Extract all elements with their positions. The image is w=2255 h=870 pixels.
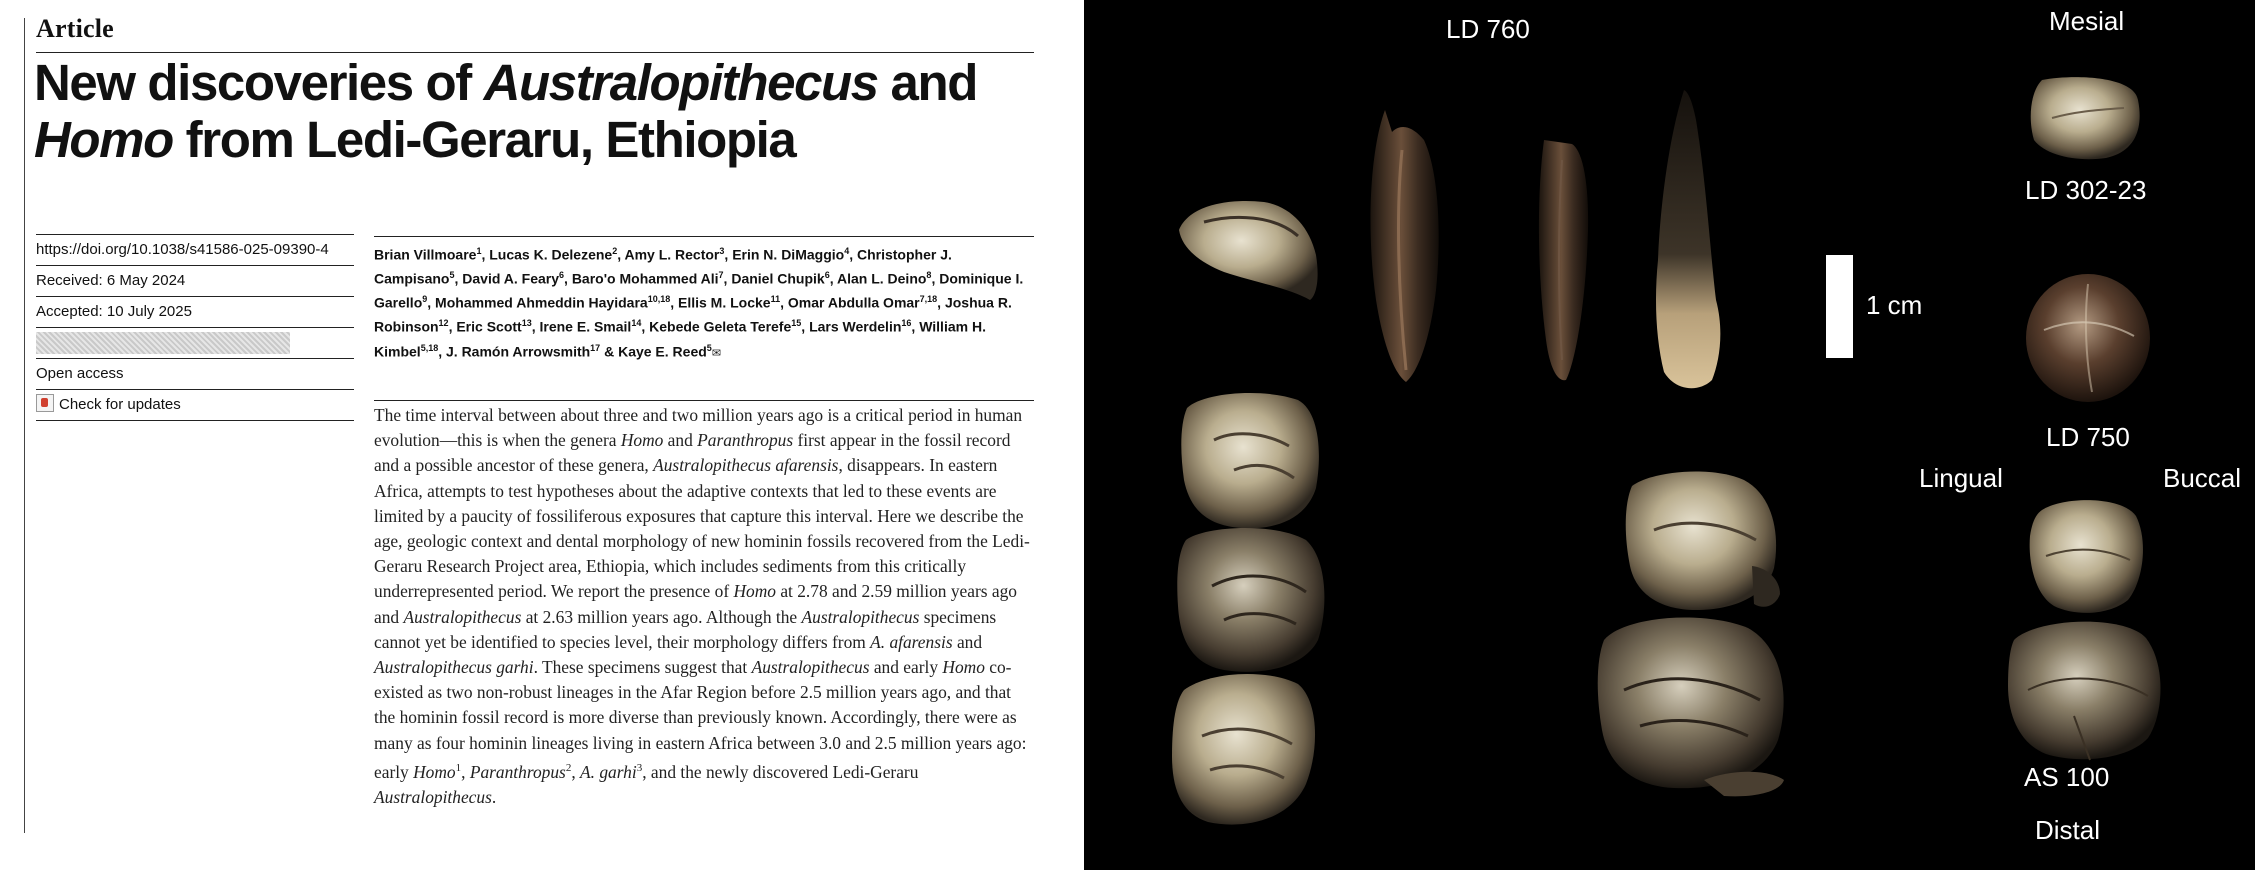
check-for-updates-link[interactable] <box>36 389 354 421</box>
abstract-run: A. garhi <box>580 761 637 782</box>
accepted-date: Accepted: 10 July 2025 <box>36 296 354 327</box>
abstract-run: specimens cannot yet be identified to species level, their morphology differs from <box>374 606 997 652</box>
abstract-run: and <box>952 631 983 652</box>
author-affiliation: 1 <box>476 246 482 256</box>
author-affiliation: 11 <box>770 294 781 305</box>
abstract-run: 2 <box>565 761 572 774</box>
ld760-crown-fragment <box>1179 201 1318 300</box>
author-affiliation: 6 <box>824 270 830 281</box>
author-name: Amy L. Rector <box>624 246 720 263</box>
author-name: Kaye E. Reed <box>618 343 707 360</box>
margin-rule <box>24 18 25 833</box>
article-metadata <box>36 234 354 421</box>
ld760-premolar-root <box>1370 110 1438 382</box>
redacted-block <box>36 332 290 354</box>
label-ld750: LD 750 <box>2046 422 2130 452</box>
open-access-label: Open access <box>36 358 354 389</box>
abstract-run: , <box>461 761 470 782</box>
author-name: Omar Abdulla Omar <box>787 294 920 311</box>
author-name: Irene E. Smail <box>539 319 632 336</box>
author-name: Alan L. Deino <box>836 270 927 287</box>
label-ld760: LD 760 <box>1446 14 1530 44</box>
author-name: Eric Scott <box>456 319 522 336</box>
author-name: Christopher J. Campisano <box>374 246 952 287</box>
author-name: Ellis M. Locke <box>678 294 771 311</box>
author-name: Daniel Chupik <box>731 270 825 287</box>
author-affiliation: 9 <box>422 294 428 305</box>
abstract-run: Homo <box>942 657 985 678</box>
abstract-run: Australopithecus garhi <box>374 657 534 678</box>
author-name: Kebede Geleta Terefe <box>649 319 792 336</box>
abstract-run: at 2.78 and 2.59 million years ago and <box>374 581 1017 627</box>
abstract-run: Australopithecus <box>403 606 522 627</box>
author-name: Lucas K. Delezene <box>489 246 613 263</box>
ld750-tooth <box>2026 274 2150 402</box>
author-name: Joshua R. Robinson <box>374 294 1012 336</box>
email-icon[interactable]: ✉ <box>711 347 722 360</box>
abstract-run: A. afarensis <box>870 631 953 652</box>
abstract-run: 1 <box>455 761 462 774</box>
abstract-run: Homo <box>413 761 456 782</box>
author-list: Brian Villmoare$^1$, Lucas K. Delezene$^2$, Amy L. Rector$^3$, Erin N. DiMaggio$^4$, Christopher J. Campisano$^5$, David A. Feary$^6$, Baro'o Mohammed Ali$^7$, Daniel Chupik$^6$, Alan L. Deino$^8$, Dominique I. Garello$^9$, Mohammed Ahmeddin Hayidara$^{10,18}$, Ellis M. Locke$^{11}$, Omar Abdulla Omar$^{7,18}$, Joshua R. Robinson$^{12}$, Eric Scott$^{13}$, Irene E. Smail$^{14}$, Kebede Geleta Terefe$^{15}$, Lars Werdelin$^{16}$, William H. Kimbel$^{5,18}$, J. Ramón Arrowsmith$^{17}$ & Kaye E. Reed$^5$✉ <box>374 246 1024 360</box>
author-affiliation: 17 <box>590 342 601 353</box>
abstract-run: 3 <box>636 761 643 774</box>
author-affiliation: 5,18 <box>420 342 439 353</box>
abstract-run: Australopithecus afarensis <box>653 455 839 476</box>
abstract-text <box>374 403 1036 810</box>
scale-bar <box>1826 255 1853 358</box>
author-affiliation: 5 <box>706 342 712 353</box>
authors-rule <box>374 236 1034 237</box>
author-affiliation: 13 <box>521 318 532 329</box>
abstract-run: Homo <box>733 581 776 602</box>
author-name: Erin N. DiMaggio <box>732 246 845 263</box>
author-affiliation: 10,18 <box>647 294 671 305</box>
author-affiliation: 5 <box>449 270 455 281</box>
article-type-label: Article <box>36 14 114 43</box>
received-date: Received: 6 May 2024 <box>36 265 354 296</box>
author-affiliation: 2 <box>612 246 618 256</box>
redacted-field <box>36 327 354 358</box>
article-page <box>0 0 1084 870</box>
check-for-updates-label: Check for updates <box>59 396 181 413</box>
abstract-run: Homo <box>620 430 664 451</box>
ld760-canine <box>1656 90 1720 388</box>
author-affiliation: 3 <box>719 246 725 256</box>
abstract-run: at 2.63 million years ago. Although the <box>521 606 802 627</box>
abstract-run: , disappears. In eastern Africa, attempts to test hypotheses about the adaptive contexts that led to these events are limited by a paucity of fossiliferous exposures that capture this interval. Here we describe the age, geologic context and dental morphology of new hominin fossils recovered from the Ledi-Geraru Research Project area, Ethiopia, which includes sediments from this critically underrepresented period. We report the presence of <box>374 455 1030 602</box>
abstract-run: and early <box>869 657 943 678</box>
check-updates-icon <box>36 394 54 412</box>
author-name: David A. Feary <box>462 270 560 287</box>
abstract-run: Australopithecus <box>801 606 920 627</box>
label-ld302-23: LD 302-23 <box>2025 175 2147 205</box>
author-affiliation: 14 <box>631 318 642 329</box>
abstract-run: , and the newly discovered Ledi-Geraru <box>642 761 919 782</box>
abstract-run: first appear in the fossil record and a possible ancestor of these genera, <box>374 430 1011 476</box>
abstract-run: Australopithecus <box>751 657 870 678</box>
article-title: New discoveries of Australopithecus and Homo from Ledi-Geraru, Ethiopia <box>34 54 978 168</box>
label-as100: AS 100 <box>2024 762 2110 792</box>
specimen-figure <box>1084 0 2255 870</box>
author-name: Dominique I. Garello <box>374 270 1024 311</box>
author-name: Baro'o Mohammed Ali <box>571 270 719 287</box>
abstract-run: and <box>663 430 698 451</box>
author-name: Brian Villmoare <box>374 246 477 263</box>
author-affiliation: 6 <box>559 270 565 281</box>
author-name: Mohammed Ahmeddin Hayidara <box>435 294 648 311</box>
author-affiliation: 7,18 <box>919 294 938 305</box>
abstract-run: , <box>571 761 581 782</box>
label-buccal: Buccal <box>2163 463 2242 493</box>
author-name: Lars Werdelin <box>809 319 902 336</box>
author-name: J. Ramón Arrowsmith <box>446 343 591 360</box>
right-molar-row <box>1598 471 1784 796</box>
author-affiliation: 7 <box>718 270 724 281</box>
abstract-run: Paranthropus <box>469 761 566 782</box>
abstract-run: Australopithecus <box>374 786 492 807</box>
abstract-run: Paranthropus <box>697 430 794 451</box>
label-lingual: Lingual <box>1919 463 2003 493</box>
abstract-run: The time interval between about three and two million years ago is a critical period in human evolution—this is when the genera <box>374 405 1023 451</box>
label-distal: Distal <box>2035 815 2101 845</box>
abstract-rule <box>374 400 1034 401</box>
author-affiliation: 16 <box>901 318 912 329</box>
abstract-run: . <box>491 786 497 807</box>
doi-link[interactable]: https://doi.org/10.1038/s41586-025-09390-4 <box>36 234 354 265</box>
ld302-23-tooth <box>2031 77 2140 159</box>
author-affiliation: 4 <box>844 246 850 256</box>
label-mesial: Mesial <box>2049 6 2125 36</box>
abstract-run: . These specimens suggest that <box>533 657 752 678</box>
author-affiliation: 12 <box>438 318 449 329</box>
label-scale-1cm: 1 cm <box>1866 290 1923 320</box>
author-affiliation: 8 <box>926 270 932 281</box>
as100-teeth <box>2008 500 2161 760</box>
author-name: William H. Kimbel <box>374 319 986 360</box>
left-molar-row <box>1172 393 1324 825</box>
abstract-run: co-existed as two non-robust lineages in the Afar Region before 2.5 million years ago, and that the hominin fossil record is more diverse than previously known. Accordingly, there were as many as four hominin lineages living in eastern Africa between 3.0 and 2.5 million years ago: early <box>374 657 1027 782</box>
author-affiliation: 15 <box>791 318 802 329</box>
ld760-incisor-root <box>1539 140 1588 380</box>
header-rule <box>36 52 1034 53</box>
